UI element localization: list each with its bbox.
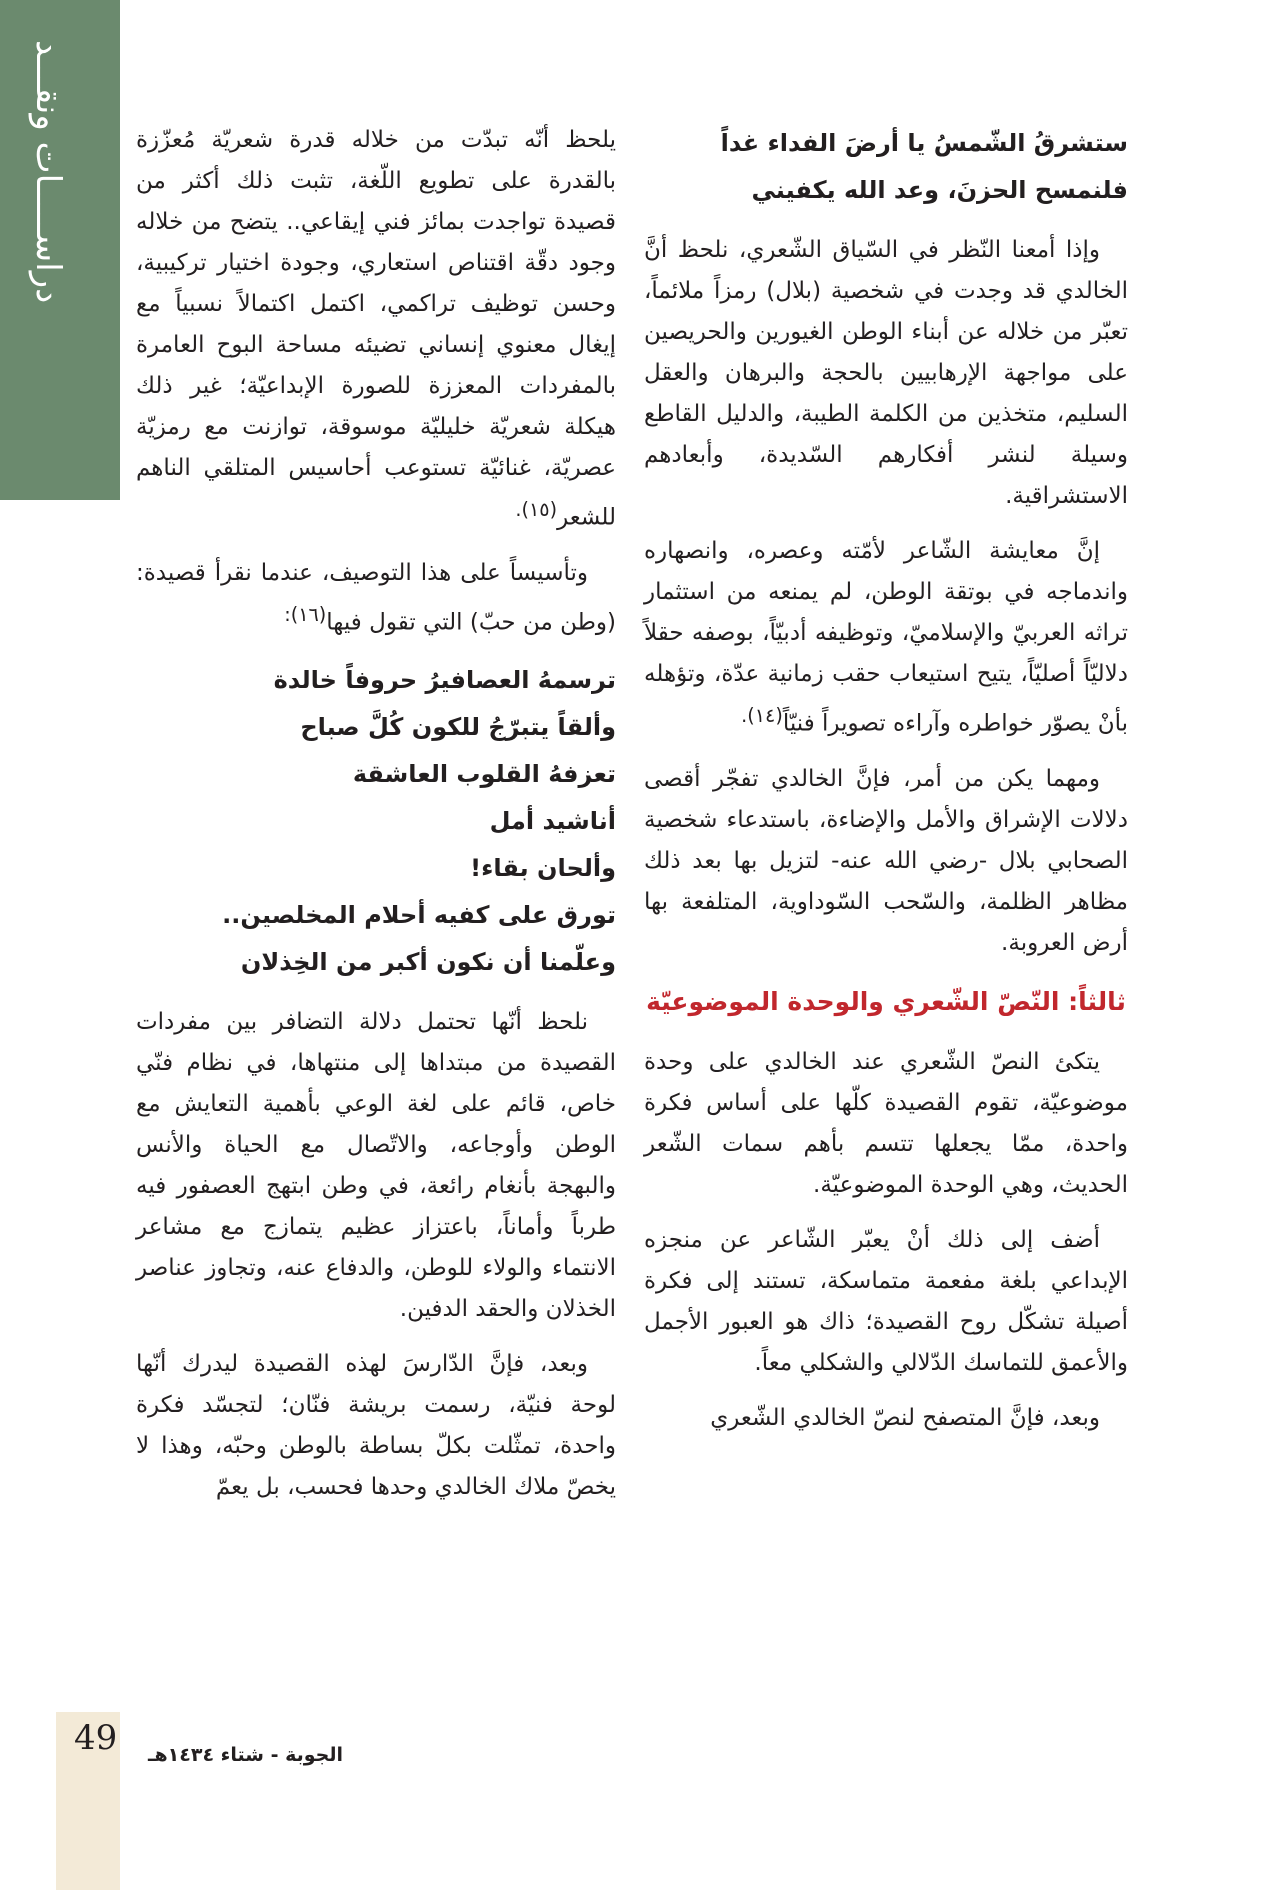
left-column: [136, 120, 616, 1522]
verse-line: أناشيد أمل: [489, 807, 616, 836]
paragraph: يتكئ النصّ الشّعري عند الخالدي على وحدة موضوعيّة، تقوم القصيدة كلّها على أساس فكرة واحدة، ممّا يجعلها تتسم بأهم سمات الشّعر الحديث، وهي الوحدة الموضوعيّة.: [644, 1048, 1128, 1198]
verse-line: تعزفهُ القلوب العاشقة: [352, 760, 616, 789]
verse-line: وألحان بقاء!: [470, 854, 616, 883]
paragraph: وإذا أمعنا النّظر في السّياق الشّعري، نلحظ أنَّ الخالدي قد وجدت في شخصية (بلال) رمزاً ملائماً، تعبّر من خلاله عن أبناء الوطن الغيورين والحريصين على مواجهة الإرهابيين بالحجة والبرهان والعقل السليم، متخذين من الكلمة الطيبة، والدليل القاطع وسيلة لنشر أفكارهم السّديدة، وأبعادهم الاستشراقية.: [644, 237, 1128, 509]
footnote-ref: (١٤).: [741, 704, 783, 727]
section-heading: ثالثاً: النّصّ الشّعري والوحدة الموضوعيّة: [646, 986, 1126, 1016]
magazine-footer: الجوبة - شتاء ١٤٣٤هـ: [148, 1744, 343, 1766]
verse-line: وألقاً يتبرّجُ للكون كُلَّ صباح: [300, 713, 616, 742]
paragraph: ومهما يكن من أمر، فإنَّ الخالدي تفجّر أقصى دلالات الإشراق والأمل والإضاءة، باستدعاء شخصية الصحابي بلال -رضي الله عنه- لتزيل بها بعد ذلك مظاهر الظلمة، والسّحب السّوداوية، المتلفعة بها أرض العروبة.: [644, 765, 1128, 956]
right-column: [644, 120, 1128, 1453]
verse-line: ستشرقُ الشّمسُ يا أرضَ الفداء غداً: [720, 129, 1128, 157]
paragraph: وبعد، فإنَّ الدّارسَ لهذه القصيدة ليدرك أنّها لوحة فنيّة، رسمت بريشة فنّان؛ لتجسّد فكرة واحدة، تمثّلت بكلّ بساطة بالوطن وحبّه، وهذا لا يخصّ ملاك الخالدي وحدها فحسب، بل يعمّ: [136, 1351, 616, 1501]
paragraph: أضف إلى ذلك أنْ يعبّر الشّاعر عن منجزه الإبداعي بلغة مفعمة متماسكة، تستند إلى فكرة أصيلة تشكّل روح القصيدة؛ ذاك هو العبور الأجمل والأعمق للتماسك الدّلالي والشكلي معاً.: [644, 1226, 1128, 1376]
right-verse: [644, 120, 1128, 214]
page-number: 49: [74, 1718, 118, 1758]
poem-excerpt: [136, 657, 616, 986]
paragraph: وبعد، فإنَّ المتصفح لنصّ الخالدي الشّعري: [710, 1404, 1100, 1431]
footnote-ref: (١٦):: [284, 602, 327, 626]
verse-line: تورق على كفيه أحلام المخلصين..: [222, 901, 616, 930]
paragraph: نلحظ أنّها تحتمل دلالة التضافر بين مفردات القصيدة من مبتداها إلى منتهاها، في نظام فنّي خاص، قائم على لغة الوعي بأهمية التعايش مع الوطن وأوجاعه، والاتّصال مع الحياة والأنس والبهجة بأنغام رائعة، في وطن ابتهج العصفور فيه طرباً وأماناً، باعتزاز عظيم يتمازج مع مشاعر الانتماء والولاء للوطن، والدفاع عنه، وتجاوز عناصر الخذلان والحقد الدفين.: [136, 1009, 616, 1323]
section-label: دراســـــات ونقـــد: [28, 40, 68, 304]
paragraph: وتأسيساً على هذا التوصيف، عندما نقرأ قصيدة: (وطن من حبّ) التي تقول فيها$^{(١٦):}$: [136, 559, 616, 636]
footnote-ref: (١٥).: [515, 498, 558, 521]
paragraph: يلحظ أنّه تبدّت من خلاله قدرة شعريّة مُعزّزة بالقدرة على تطويع اللّغة، تثبت ذلك أكثر من قصيدة تواجدت بمائز فني إيقاعي.. يتضح من خلاله وجود دقّة اقتناص استعاري، وجودة اختيار تركيبية، وحسن توظيف تراكمي، اكتمل اكتمالاً نسبياً مع إيغال معنوي إنساني تضيئه مساحة البوح العامرة بالمفردات المعززة للصورة الإبداعيّة؛ غير ذلك هيكلة شعريّة خليليّة موسوقة، توازنت مع رمزيّة عصريّة، غنائيّة تستوعب أحاسيس المتلقي الناهم للشعر$^{(١٥).}$: [136, 127, 616, 531]
paragraph: إنَّ معايشة الشّاعر لأمّته وعصره، وانصهاره واندماجه في بوتقة الوطن، لم يمنعه من استثمار تراثه العربيّ والإسلاميّ، وتوظيفه أدبيّاً، بوصفه حقلاً دلاليّاً أصليّاً، يتيح استيعاب حقب زمانية عدّة، وتؤهله بأنْ يصوّر خواطره وآراءه تصويراً فنيّاً$^{(١٤).}$: [644, 538, 1128, 737]
verse-line: وعلّمنا أن نكون أكبر من الخِذلان: [240, 948, 616, 977]
section-side-band: [0, 0, 120, 500]
verse-line: فلنمسح الحزنَ، وعد الله يكفيني: [751, 176, 1128, 204]
verse-line: ترسمهُ العصافيرُ حروفاً خالدة: [273, 666, 616, 695]
